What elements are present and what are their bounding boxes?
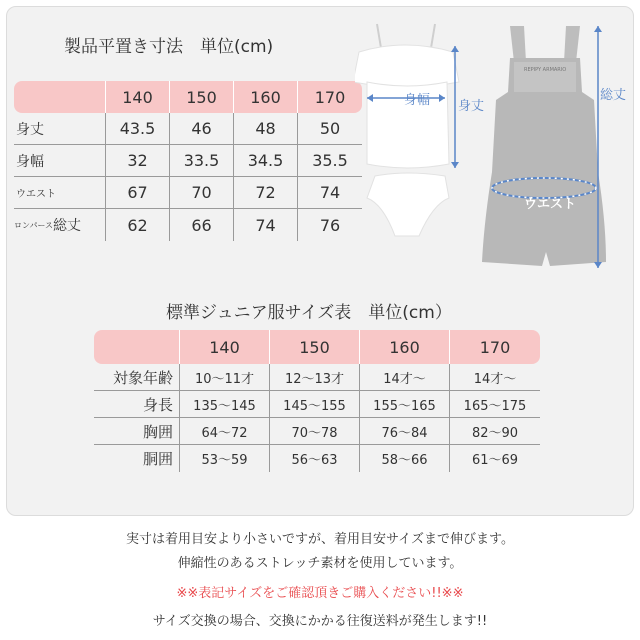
table-cell: 12〜13才	[270, 364, 360, 391]
table-cell: 53〜59	[180, 445, 270, 472]
table-cell: 66	[170, 209, 234, 241]
romper-illustration	[470, 22, 620, 272]
row-label: 対象年齢	[94, 364, 180, 391]
note-line-1: 実寸は着用目安より小さいですが、着用目安サイズまで伸びます。	[126, 532, 514, 547]
table-row	[14, 113, 362, 145]
header-cell: 170	[479, 337, 511, 357]
table-cell: 82〜90	[450, 418, 540, 445]
table-cell: 76〜84	[360, 418, 450, 445]
row-label: 身幅	[14, 145, 106, 177]
table-cell: 32	[106, 145, 170, 177]
table-cell: 76	[319, 215, 341, 235]
header-cell: 170	[314, 87, 346, 107]
table-cell: 70	[170, 177, 234, 209]
header-cell: 140	[106, 81, 170, 113]
table-cell: 61〜69	[471, 453, 519, 468]
junior-size-table	[94, 330, 540, 472]
table-cell: 33.5	[170, 145, 234, 177]
table-header-row	[14, 81, 362, 113]
table-cell: 155〜165	[360, 391, 450, 418]
note-line-3: サイズ交換の場合、交換にかかる往復送料が発生します!!	[152, 614, 488, 629]
table-cell: 35.5	[298, 145, 362, 177]
row-label: 胴囲	[94, 445, 180, 472]
table-row	[14, 177, 362, 209]
table-cell: 135〜145	[180, 391, 270, 418]
size-table-title: 標準ジュニア服サイズ表 単位(cm）	[166, 303, 452, 323]
table-cell: 58〜66	[360, 445, 450, 472]
header-cell: 140	[180, 330, 270, 364]
table-cell: 43.5	[106, 113, 170, 145]
table-cell: 10〜11才	[180, 364, 270, 391]
table-cell: 74	[234, 209, 298, 241]
header-cell: 150	[170, 81, 234, 113]
row-label: 身長	[94, 391, 180, 418]
table-cell: 48	[234, 113, 298, 145]
product-table-title: 製品平置き寸法 単位(cm)	[64, 37, 274, 57]
table-cell: 74	[298, 177, 362, 209]
header-cell: 150	[270, 330, 360, 364]
top-length-label: 身丈	[458, 99, 485, 114]
table-cell: 145〜155	[270, 391, 360, 418]
header-cell: 160	[360, 330, 450, 364]
table-row	[14, 209, 362, 241]
table-row	[94, 418, 540, 445]
table-cell: 14才〜	[450, 364, 540, 391]
table-cell: 62	[106, 209, 170, 241]
romper-length-label: 総丈	[600, 88, 627, 103]
table-cell: 165〜175	[450, 391, 540, 418]
product-measurement-table	[14, 81, 362, 241]
romper-brand: REPIPY ARMARIO	[524, 67, 567, 73]
row-label: 胸囲	[94, 418, 180, 445]
row-label: ウエスト	[14, 177, 106, 209]
note-line-2: 伸縮性のあるストレッチ素材を使用しています。	[177, 556, 463, 571]
table-cell: 56〜63	[270, 445, 360, 472]
table-cell: 64〜72	[180, 418, 270, 445]
warning-note: ※※表記サイズをご確認頂きご購入ください!!※※	[176, 586, 464, 601]
table-row	[94, 391, 540, 418]
table-row	[94, 364, 540, 391]
row-label	[14, 209, 106, 241]
table-header-row	[94, 330, 540, 364]
table-cell: 70〜78	[270, 418, 360, 445]
romper-waist-label: ウエスト	[524, 197, 577, 212]
table-cell: 34.5	[234, 145, 298, 177]
row-label-main: 総丈	[53, 218, 82, 234]
table-cell: 14才〜	[360, 364, 450, 391]
top-width-label: 身幅	[404, 93, 431, 108]
row-label: 身丈	[14, 113, 106, 145]
header-cell: 160	[234, 81, 298, 113]
table-cell: 67	[106, 177, 170, 209]
table-cell: 50	[298, 113, 362, 145]
table-cell: 46	[170, 113, 234, 145]
table-cell: 72	[234, 177, 298, 209]
row-label-prefix: ロンパース	[14, 220, 54, 230]
table-row	[14, 145, 362, 177]
table-row	[94, 445, 540, 472]
